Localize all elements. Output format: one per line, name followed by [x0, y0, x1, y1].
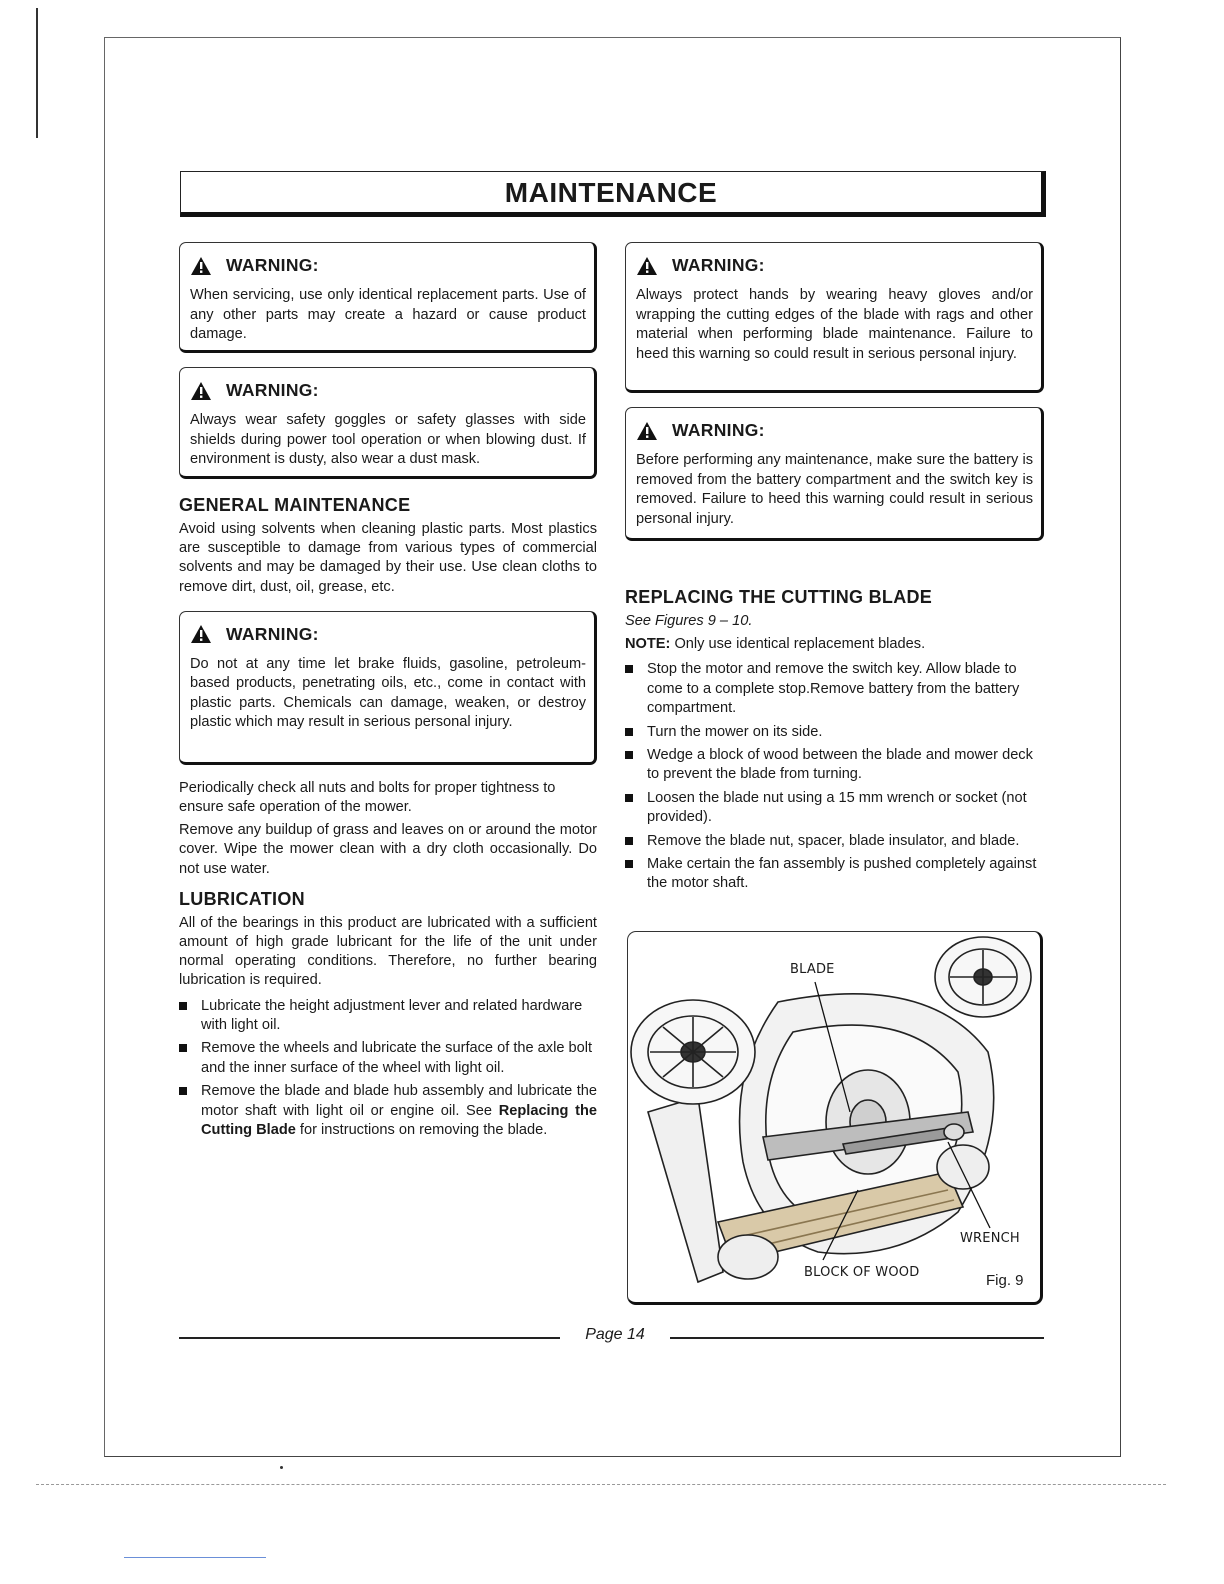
wrench-label: WRENCH: [960, 1231, 1020, 1246]
warning-title: WARNING:: [226, 623, 319, 644]
lubrication-list: [179, 997, 597, 1141]
left-column: [179, 242, 597, 1144]
section-heading: REPLACING THE CUTTING BLADE: [625, 587, 933, 607]
general-maintenance-text: Avoid using solvents when cleaning plastic parts. Most plastics are susceptible to damage from various types of commercial solvents and may be damaged by their use. Use clean cloths to remove dirt, dust, oil, grease, etc.: [179, 521, 597, 595]
warning-box-parts: [179, 242, 597, 353]
warning-box-goggles: [179, 367, 597, 479]
page-title: MAINTENANCE: [504, 177, 718, 208]
list-item: Remove the wheels and lubricate the surface of the axle bolt and the inner surface of the wheel with light oil.: [179, 1039, 597, 1078]
bullet-square-icon: [179, 1044, 187, 1052]
section-heading: LUBRICATION: [179, 888, 305, 909]
warning-header: [636, 420, 1033, 441]
footer-rule-left: [179, 1337, 560, 1339]
bullet-square-icon: [625, 837, 633, 845]
list-item: Loosen the blade nut using a 15 mm wrench or socket (not provided).: [625, 789, 1044, 828]
replacing-steps-list: [625, 660, 1044, 893]
warning-title: WARNING:: [226, 255, 319, 275]
warning-header: [190, 624, 586, 645]
block-of-wood-label: BLOCK OF WOOD: [804, 1265, 920, 1280]
warning-box-chemicals: [179, 611, 597, 765]
warning-text: Before performing any maintenance, make sure the battery is removed from the battery compartment and the switch key is removed. Failure to heed this warning could result in serious personal injury.: [636, 452, 1033, 527]
blade-label: BLADE: [790, 962, 835, 977]
scan-edge-line: [36, 8, 38, 138]
warning-box-battery: [625, 407, 1044, 541]
warning-text: Always wear safety goggles or safety glasses with side shields during power tool operation or when blowing dust. If environment is dusty, also wear a dust mask.: [190, 412, 586, 467]
general-maintenance-section: [179, 495, 597, 597]
warning-triangle-icon: [190, 381, 212, 401]
bullet-square-icon: [625, 728, 633, 736]
section-heading: GENERAL MAINTENANCE: [179, 495, 411, 515]
figure-9: [627, 931, 1043, 1305]
mower-blade-illustration: [628, 932, 1043, 1305]
section-header: [180, 171, 1046, 217]
replacing-blade-section: [625, 587, 1044, 894]
note-text: NOTE: Only use identical replacement blades.: [625, 636, 926, 653]
scan-blue-mark: [124, 1557, 266, 1558]
scan-dot: [280, 1466, 283, 1469]
list-item: Turn the mower on its side.: [625, 723, 1044, 742]
bullet-square-icon: [179, 1087, 187, 1095]
check-bolts-text: Periodically check all nuts and bolts for proper tightness to ensure safe operation of the mower.: [179, 779, 556, 816]
warning-title: WARNING:: [672, 420, 765, 440]
remove-buildup-text: Remove any buildup of grass and leaves on or around the motor cover. Wipe the mower clean with a dry cloth occasionally. Do not use water.: [179, 822, 597, 877]
lubrication-section: [179, 889, 597, 1141]
lubrication-text: All of the bearings in this product are lubricated with a sufficient amount of high grade lubricant for the life of the unit under normal operating conditions. Therefore, no further bearing lubrication is required.: [179, 914, 597, 989]
list-item: Lubricate the height adjustment lever and related hardware with light oil.: [179, 997, 597, 1036]
bullet-square-icon: [625, 794, 633, 802]
bullet-square-icon: [625, 751, 633, 759]
warning-triangle-icon: [190, 256, 212, 276]
list-item: Stop the motor and remove the switch key. Allow blade to come to a complete stop.Remove battery from the battery compartment.: [625, 660, 1044, 718]
warning-header: [190, 255, 586, 276]
warning-text: Always protect hands by wearing heavy gloves and/or wrapping the cutting edges of the blade with rags and other material when performing blade maintenance. Failure to heed this warning so could result in serious personal injury.: [636, 287, 1033, 362]
warning-title: WARNING:: [672, 255, 765, 275]
figure-caption: Fig. 9: [986, 1272, 1024, 1289]
warning-text: Do not at any time let brake fluids, gasoline, petroleum-based products, penetrating oils, etc., come in contact with plastic parts. Chemicals can damage, weaken, or destroy plastic which may result in serious personal injury.: [190, 655, 586, 731]
cross-reference: Replacing the Cutting Blade: [201, 1102, 598, 1139]
warning-text: When servicing, use only identical replacement parts. Use of any other parts may create a hazard or cause product damage.: [190, 287, 586, 342]
warning-header: [636, 255, 1033, 276]
right-column: [625, 242, 1044, 898]
warning-box-gloves: [625, 242, 1044, 393]
warning-triangle-icon: [636, 421, 658, 441]
warning-title: WARNING:: [226, 380, 319, 400]
scan-bottom-artifact: [36, 1484, 1166, 1485]
page-number: Page 14: [585, 1326, 645, 1343]
warning-header: [190, 380, 586, 401]
list-item: Wedge a block of wood between the blade and mower deck to prevent the blade from turning.: [625, 746, 1044, 785]
list-item: Remove the blade nut, spacer, blade insulator, and blade.: [625, 832, 1044, 851]
footer-rule-right: [670, 1337, 1044, 1339]
bullet-square-icon: [179, 1002, 187, 1010]
warning-triangle-icon: [636, 256, 658, 276]
bullet-square-icon: [625, 860, 633, 868]
list-item: Remove the blade and blade hub assembly and lubricate the motor shaft with light oil or engine oil. See Replacing the Cutting Blade for instructions on removing the blade.: [179, 1082, 597, 1140]
see-figures-text: See Figures 9 – 10.: [625, 613, 753, 629]
warning-triangle-icon: [190, 624, 212, 644]
list-item: Make certain the fan assembly is pushed completely against the motor shaft.: [625, 855, 1044, 894]
bullet-square-icon: [625, 665, 633, 673]
